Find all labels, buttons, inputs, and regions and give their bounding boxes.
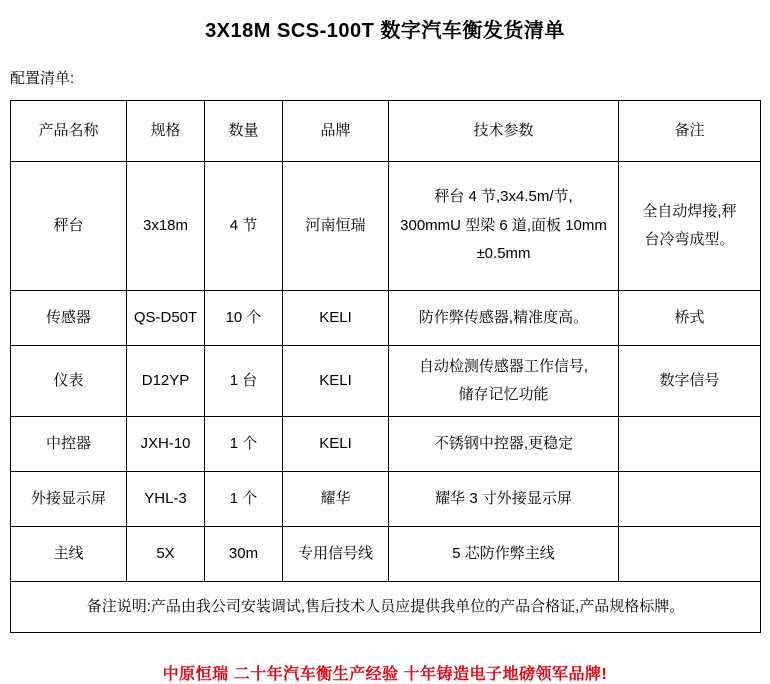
specification-table bbox=[10, 100, 761, 633]
table-row bbox=[11, 472, 761, 527]
table-footnote-row bbox=[11, 582, 761, 633]
column-header-brand: 品牌 bbox=[283, 101, 389, 162]
document-page bbox=[0, 14, 770, 683]
cell-name: 传感器 bbox=[11, 291, 127, 346]
cell-spec: 3x18m bbox=[127, 162, 205, 291]
cell-params: 防作弊传感器,精准度高。 bbox=[389, 291, 619, 346]
cell-brand: 耀华 bbox=[283, 472, 389, 527]
cell-remark: 桥式 bbox=[619, 291, 761, 346]
cell-params-line: 秤台 4 节,3x4.5m/节, bbox=[434, 188, 573, 206]
table-row bbox=[11, 527, 761, 582]
cell-params: 耀华 3 寸外接显示屏 bbox=[389, 472, 619, 527]
section-label-configuration-list: 配置清单: bbox=[10, 70, 75, 87]
cell-params-line: 自动检测传感器工作信号, bbox=[418, 357, 589, 375]
cell-remark bbox=[619, 472, 761, 527]
cell-remark bbox=[619, 417, 761, 472]
cell-params bbox=[389, 346, 619, 417]
cell-qty: 4 节 bbox=[205, 162, 283, 291]
cell-params-line: 储存记忆功能 bbox=[458, 386, 549, 403]
table-row bbox=[11, 162, 761, 291]
table-row bbox=[11, 417, 761, 472]
cell-params-line: 300mmU 型梁 6 道,面板 10mm bbox=[400, 216, 607, 234]
cell-name: 仪表 bbox=[11, 346, 127, 417]
cell-qty: 30m bbox=[205, 527, 283, 582]
cell-remark bbox=[619, 162, 761, 291]
column-header-name: 产品名称 bbox=[11, 101, 127, 162]
cell-params-line: ±0.5mm bbox=[476, 245, 531, 263]
table-row bbox=[11, 346, 761, 417]
table-row bbox=[11, 291, 761, 346]
footer-slogan: 中原恒瑞 二十年汽车衡生产经验 十年铸造电子地磅领军品牌! bbox=[162, 666, 608, 683]
cell-name: 主线 bbox=[11, 527, 127, 582]
cell-qty: 1 个 bbox=[205, 472, 283, 527]
cell-qty: 1 台 bbox=[205, 346, 283, 417]
column-header-qty: 数量 bbox=[205, 101, 283, 162]
cell-remark: 数字信号 bbox=[619, 346, 761, 417]
cell-spec: QS-D50T bbox=[127, 291, 205, 346]
column-header-remark: 备注 bbox=[619, 101, 761, 162]
cell-remark bbox=[619, 527, 761, 582]
cell-remark-line: 全自动焊接,秤 bbox=[642, 202, 737, 220]
page-title: 3X18M SCS-100T 数字汽车衡发货清单 bbox=[205, 20, 565, 42]
cell-params: 不锈钢中控器,更稳定 bbox=[389, 417, 619, 472]
cell-brand: 河南恒瑞 bbox=[283, 162, 389, 291]
cell-params: 5 芯防作弊主线 bbox=[389, 527, 619, 582]
cell-name: 外接显示屏 bbox=[11, 472, 127, 527]
column-header-spec: 规格 bbox=[127, 101, 205, 162]
cell-brand: KELI bbox=[283, 346, 389, 417]
table-footnote: 备注说明:产品由我公司安装调试,售后技术人员应提供我单位的产品合格证,产品规格标牌。 bbox=[11, 582, 761, 633]
cell-brand: KELI bbox=[283, 291, 389, 346]
cell-brand: 专用信号线 bbox=[283, 527, 389, 582]
table-header-row bbox=[11, 101, 761, 162]
cell-spec: D12YP bbox=[127, 346, 205, 417]
cell-brand: KELI bbox=[283, 417, 389, 472]
cell-spec: YHL-3 bbox=[127, 472, 205, 527]
cell-qty: 1 个 bbox=[205, 417, 283, 472]
cell-params bbox=[389, 162, 619, 291]
cell-remark-line: 台冷弯成型。 bbox=[644, 231, 735, 248]
cell-name: 中控器 bbox=[11, 417, 127, 472]
cell-name: 秤台 bbox=[11, 162, 127, 291]
cell-spec: JXH-10 bbox=[127, 417, 205, 472]
cell-qty: 10 个 bbox=[205, 291, 283, 346]
column-header-params: 技术参数 bbox=[389, 101, 619, 162]
cell-spec: 5X bbox=[127, 527, 205, 582]
